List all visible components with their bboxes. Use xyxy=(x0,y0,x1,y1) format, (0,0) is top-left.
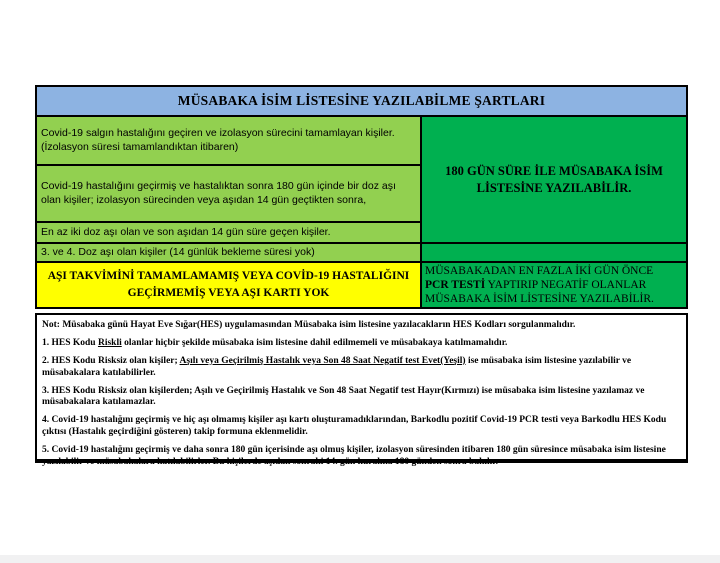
pcr-bold-text: PCR TESTİ xyxy=(425,278,486,291)
condition-row-booster-doses: 3. ve 4. Doz aşı olan kişiler (14 günlük bekleme süresi yok) xyxy=(37,244,420,261)
condition-row-two-doses: En az iki doz aşı olan ve son aşıdan 14 gün süre geçen kişiler. xyxy=(37,223,420,242)
note-text: 3. HES Kodu Risksiz olan kişilerden; Aşılı ve Geçirilmiş Hastalık ve Son 48 Saat Negatif test Hayır(Kırmızı) ise müsabaka isim listesine yazılamaz ve müsabakalara katılamazlar. xyxy=(42,385,645,408)
condition-row-recovered-isolation: Covid-19 salgın hastalığını geçiren ve izolasyon sürecini tamamlayan kişiler. (İzolasyon süresi tamamlandıktan itibaren) xyxy=(37,117,420,164)
condition-row-one-dose-180: Covid-19 hastalığını geçirmiş ve hastalıktan sonra 180 gün içinde bir doz aşı olan kişiler; izolasyon sürecinden veya aşıdan 14 gün geçtikten sonra, xyxy=(37,166,420,221)
pcr-line-1: MÜSABAKADAN EN FAZLA İKİ GÜN ÖNCE xyxy=(425,264,654,277)
note-text: ise müsabaka isim listesine yazılabilir ve müsabakalara katılabilirler. xyxy=(42,355,632,378)
bottom-gray-bar xyxy=(0,555,720,563)
pcr-line-2-rest: YAPTIRIP NEGATİF OLANLAR xyxy=(485,278,647,291)
result-cell-180-days: 180 GÜN SÜRE İLE MÜSABAKA İSİM LİSTESİNE YAZILABİLİR. xyxy=(422,117,686,242)
notes-box xyxy=(35,313,688,467)
note-paragraph xyxy=(42,338,680,350)
note-paragraph xyxy=(42,356,680,380)
note-paragraph xyxy=(42,445,680,469)
note-underlined-text: Aşılı veya Geçirilmiş Hastalık veya Son 48 Saat Negatif test Evet(Yeşil) xyxy=(179,355,466,366)
note-paragraph xyxy=(42,320,680,332)
note-text: 1. HES Kodu xyxy=(42,337,98,348)
note-text: 2. HES Kodu Risksiz olan kişiler; xyxy=(42,355,180,366)
note-paragraph xyxy=(42,415,680,439)
condition-row-no-vaccine-warning: AŞI TAKVİMİNİ TAMAMLAMAMIŞ VEYA COVİD-19 HASTALIĞINI GEÇİRMEMİŞ VEYA AŞI KARTI YOK xyxy=(37,263,420,307)
pcr-line-2 xyxy=(425,278,683,292)
note-text: Not: Müsabaka günü Hayat Eve Sığar(HES) uygulamasından Müsabaka isim listesine yazılacakların HES Kodları sorgulanmalıdır. xyxy=(42,320,576,330)
note-underlined-text: Riskli xyxy=(97,337,122,348)
eligibility-table xyxy=(35,85,688,309)
result-cell-empty xyxy=(422,244,686,261)
note-text: 4. Covid-19 hastalığını geçirmiş ve hiç aşı olmamış kişiler aşı kartı oluşturamadıklarından, Barkodlu pozitif Covid-19 PCR testi veya Barkodlu HES Kodu çıktısı (Hastalık geçirdiğini gösteren) takip formuna eklenmelidir. xyxy=(42,415,667,438)
note-paragraph xyxy=(42,386,680,410)
note-text: olanlar hiçbir şekilde müsabaka isim listesine dahil edilmemeli ve müsabakaya katılmamalıdır. xyxy=(121,337,508,348)
table-title: MÜSABAKA İSİM LİSTESİNE YAZILABİLME ŞARTLARI xyxy=(37,87,686,115)
pcr-line-3: MÜSABAKA İSİM LİSTESİNE YAZILABİLİR. xyxy=(425,293,654,306)
result-cell-pcr-test xyxy=(422,263,686,307)
note-text: 5. Covid-19 hastalığını geçirmiş ve daha sonra 180 gün içerisinde aşı olmuş kişiler, izolasyon süresinden itibaren 180 gün süresince müsabaka isim listesine yazılabilir ve müsabakalara katılabilirler. Bu kişilerde aşıdan sonraki 14. gün kuralına 180 günden sonra bakılır. xyxy=(42,445,666,467)
